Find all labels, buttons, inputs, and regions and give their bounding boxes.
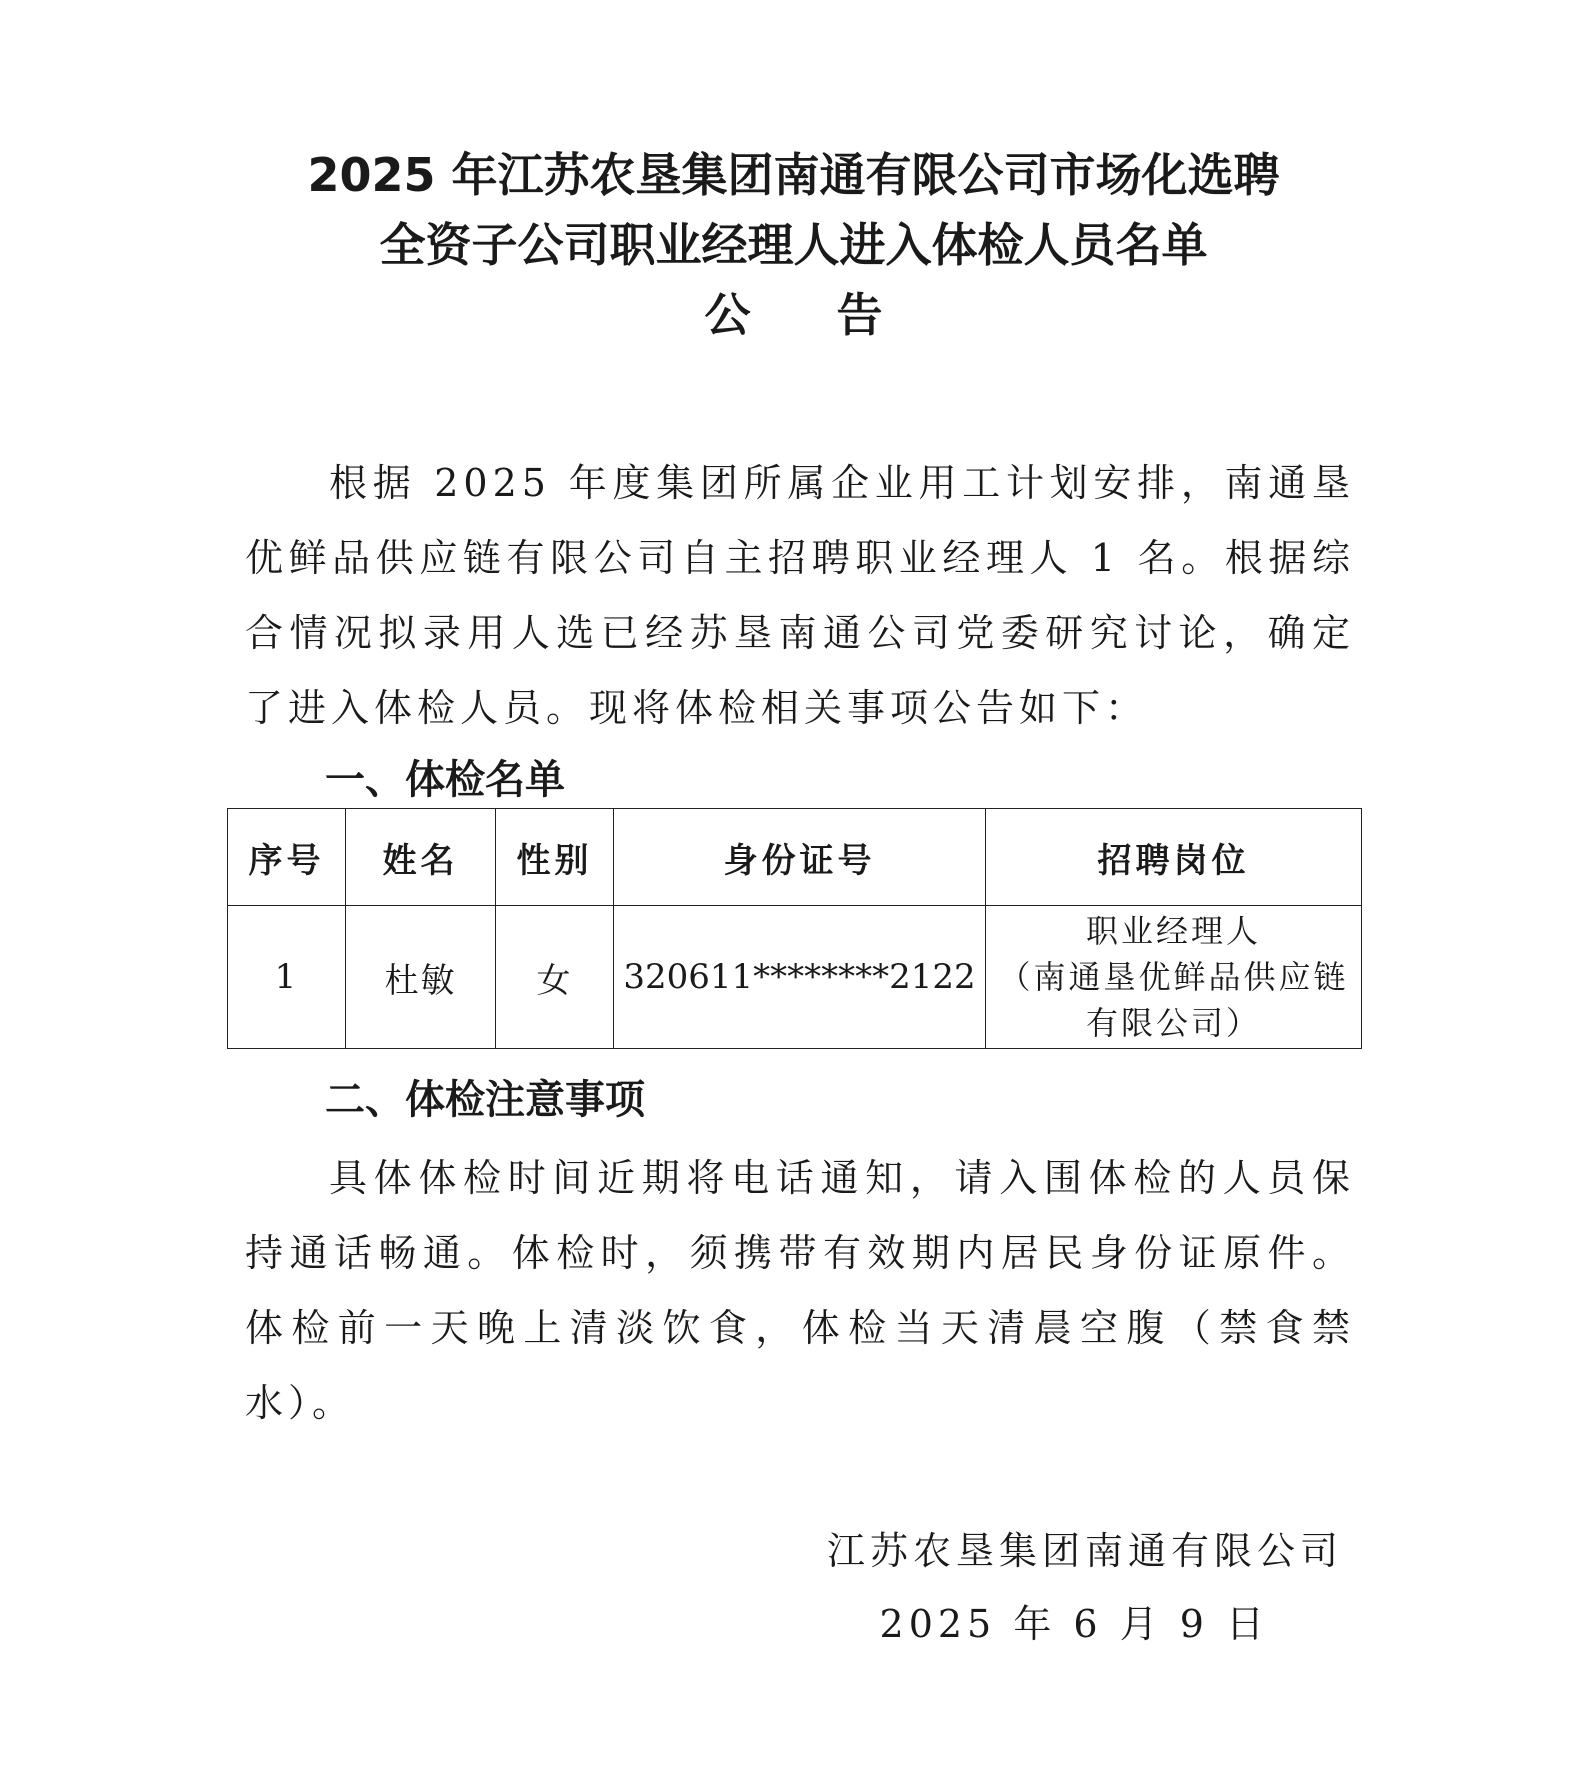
header-id-number: 身份证号 xyxy=(614,809,986,906)
section-heading-exam-notes: 二、体检注意事项 xyxy=(325,1077,645,1123)
section-heading-exam-list: 一、体检名单 xyxy=(325,757,565,803)
table-row xyxy=(228,906,1362,1049)
signature-date: 2025 年 6 月 9 日 xyxy=(879,1602,1269,1646)
cell-id-number: 320611********2122 xyxy=(614,906,986,1049)
cell-name: 杜敏 xyxy=(346,906,496,1049)
position-line-1: 职业经理人 xyxy=(1085,912,1261,950)
position-line-3: 有限公司） xyxy=(1085,1004,1261,1042)
exam-roster-table xyxy=(227,808,1362,1049)
signature-organization: 江苏农垦集团南通有限公司 xyxy=(826,1529,1343,1573)
exam-notes-paragraph: 具体体检时间近期将电话通知，请入围体检的人员保持通话畅通。体检时，须携带有效期内居民身份证原件。体检前一天晚上清淡饮食，体检当天清晨空腹（禁食禁水）。 xyxy=(245,1156,1355,1425)
header-seq: 序号 xyxy=(228,809,346,906)
title-line-2: 全资子公司职业经理人进入体检人员名单 xyxy=(379,218,1208,272)
table-header-row xyxy=(228,809,1362,906)
header-position: 招聘岗位 xyxy=(986,809,1362,906)
document-title xyxy=(0,140,1587,350)
intro-paragraph: 根据 2025 年度集团所属企业用工计划安排，南通垦优鲜品供应链有限公司自主招聘职业经理人 1 名。根据综合情况拟录用人选已经苏垦南通公司党委研究讨论，确定了进入体检人员。现将体检相关事项公告如下： xyxy=(245,461,1355,730)
cell-gender: 女 xyxy=(496,906,614,1049)
position-line-2: （南通垦优鲜品供应链 xyxy=(998,958,1349,996)
title-line-3: 公告 xyxy=(704,288,969,342)
header-name: 姓名 xyxy=(346,809,496,906)
cell-seq: 1 xyxy=(228,906,346,1049)
cell-position xyxy=(986,906,1362,1049)
header-gender: 性别 xyxy=(496,809,614,906)
title-line-1: 2025 年江苏农垦集团南通有限公司市场化选聘 xyxy=(307,148,1280,202)
